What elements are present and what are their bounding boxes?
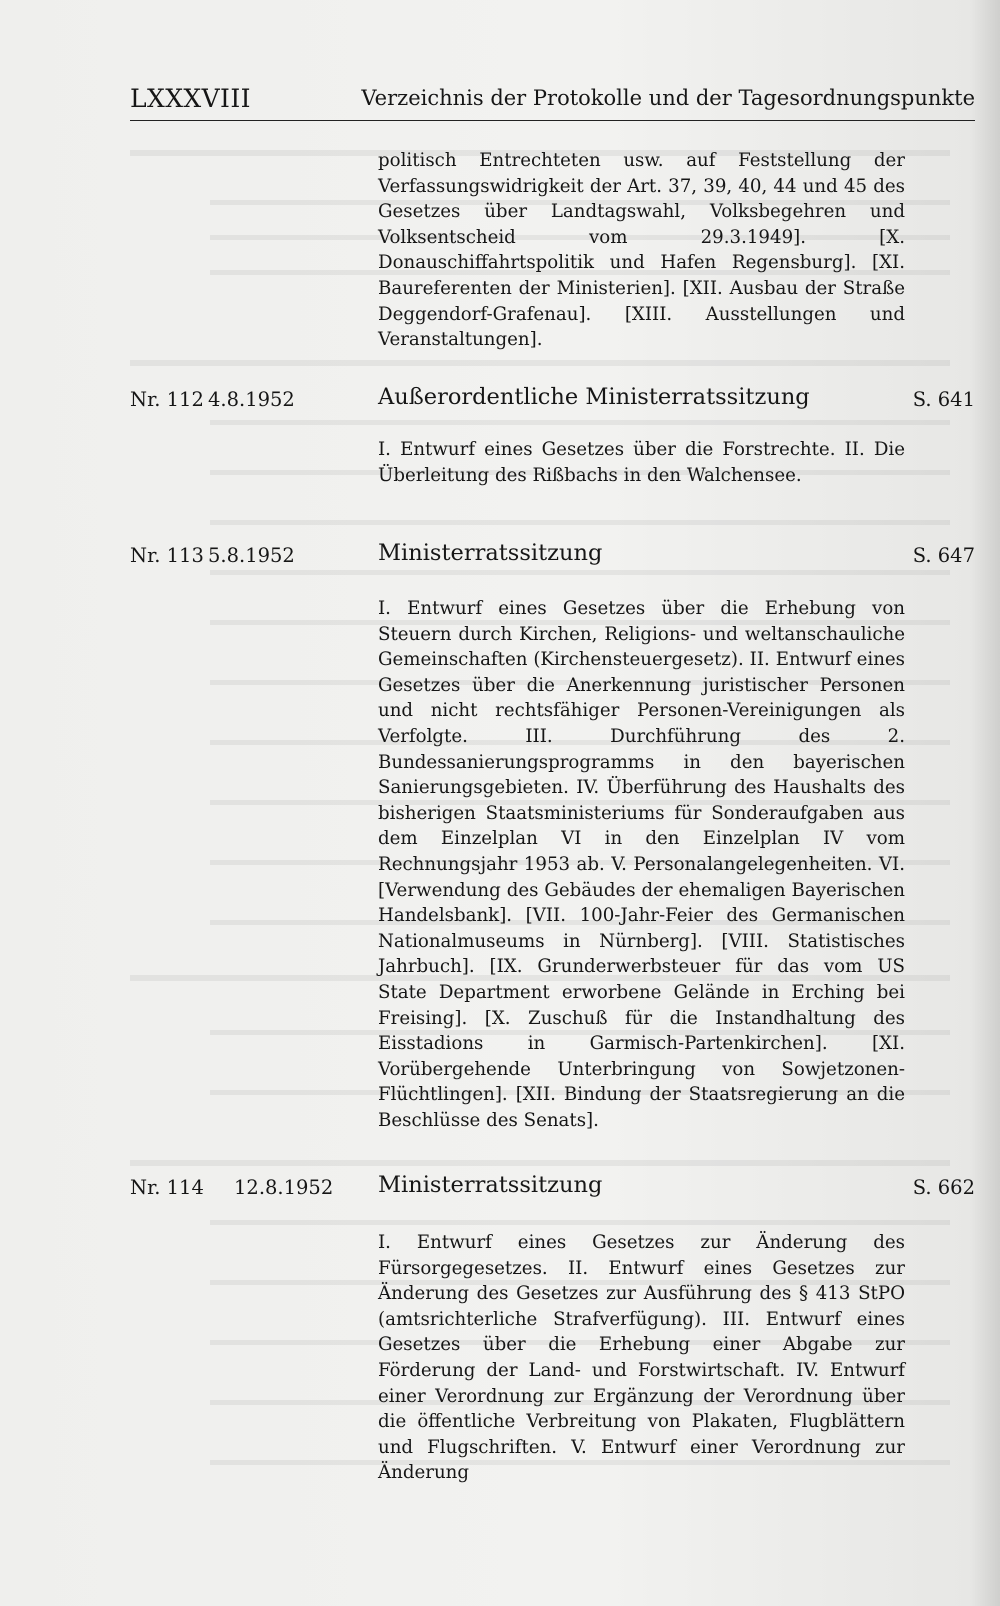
running-head-title: Verzeichnis der Protokolle und der Tagesordnungspunkte (361, 86, 975, 110)
protocol-entry-112 (130, 384, 975, 418)
entry-title: Außerordentliche Ministerratssitzung (378, 384, 810, 410)
entry-title: Ministerratssitzung (378, 1172, 603, 1198)
entry-agenda-113: I. Entwurf eines Gesetzes über die Erhebung von Steuern durch Kirchen, Religions- und weltanschauliche Gemeinschaften (Kirchensteuergesetz). II. Entwurf eines Gesetzes über die Anerkennung juristischer Personen und nicht rechtsfähiger Personen-Vereinigungen als Verfolgte. III. Durchführung des 2. Bundessanierungsprogramms in den bayerischen Sanierungsgebieten. IV. Überführung des Haushalts des bisherigen Staatsministeriums für Sonderaufgaben aus dem Einzelplan VI in den Einzelplan IV vom Rechnungsjahr 1953 ab. V. Personalangelegenheiten. VI. [Verwendung des Gebäudes der ehemaligen Bayerischen Handelsbank]. [VII. 100-Jahr-Feier des Germanischen Nationalmuseums in Nürnberg]. [VIII. Statistisches Jahrbuch]. [IX. Grunderwerbsteuer für das vom US State Department erworbene Gelände in Erching bei Freising]. [X. Zuschuß für die Instandhaltung des Eisstadions in Garmisch-Partenkirchen]. [XI. Vorübergehende Unterbringung von Sowjetzonen-Flüchtlingen]. [XII. Bindung der Staatsregierung an die Beschlüsse des Senats]. (378, 598, 905, 1131)
entry-number: Nr. 112 (130, 388, 204, 411)
entry-date: 12.8.1952 (234, 1176, 334, 1199)
entry-page-ref: S. 647 (912, 544, 975, 567)
running-head (130, 84, 975, 121)
roman-page-number: LXXXVIII (130, 84, 251, 113)
entry-agenda-114: I. Entwurf eines Gesetzes zur Änderung des Fürsorgegesetzes. II. Entwurf eines Gesetzes zur Änderung des Gesetzes zur Ausführung des § 413 StPO (amtsrichterliche Strafverfügung). III. Entwurf eines Gesetzes über die Erhebung einer Abgabe zur Förderung der Land- und Forstwirtschaft. IV. Entwurf einer Verordnung zur Ergänzung der Verordnung über die öffentliche Verbreitung von Plakaten, Flugblättern und Flugschriften. V. Entwurf einer Verordnung zur Änderung (378, 1232, 905, 1484)
continuation-paragraph: politisch Entrechteten usw. auf Feststellung der Verfassungswidrigkeit der Art. 37, 39, 40, 44 und 45 des Gesetzes über Landtagswahl, Volksbegehren und Volksentscheid vom 29.3.1949]. [X. Donauschiffahrtspolitik und Hafen Regensburg]. [XI. Baureferenten der Ministerien]. [XII. Ausbau der Straße Deggendorf-Grafenau]. [XIII. Ausstellungen und Veranstaltungen]. (378, 150, 905, 351)
entry-page-ref: S. 641 (912, 388, 975, 411)
protocol-entry-114 (130, 1172, 975, 1206)
entry-agenda-112: I. Entwurf eines Gesetzes über die Forstrechte. II. Die Überleitung des Rißbachs in den Walchensee. (378, 439, 905, 486)
entry-title: Ministerratssitzung (378, 540, 603, 566)
entry-page-ref: S. 662 (912, 1176, 975, 1199)
protocol-entry-113 (130, 540, 975, 574)
entry-number: Nr. 113 (130, 544, 204, 567)
entry-date: 4.8.1952 (208, 388, 295, 411)
entry-number: Nr. 114 (130, 1176, 204, 1199)
entry-date: 5.8.1952 (208, 544, 295, 567)
